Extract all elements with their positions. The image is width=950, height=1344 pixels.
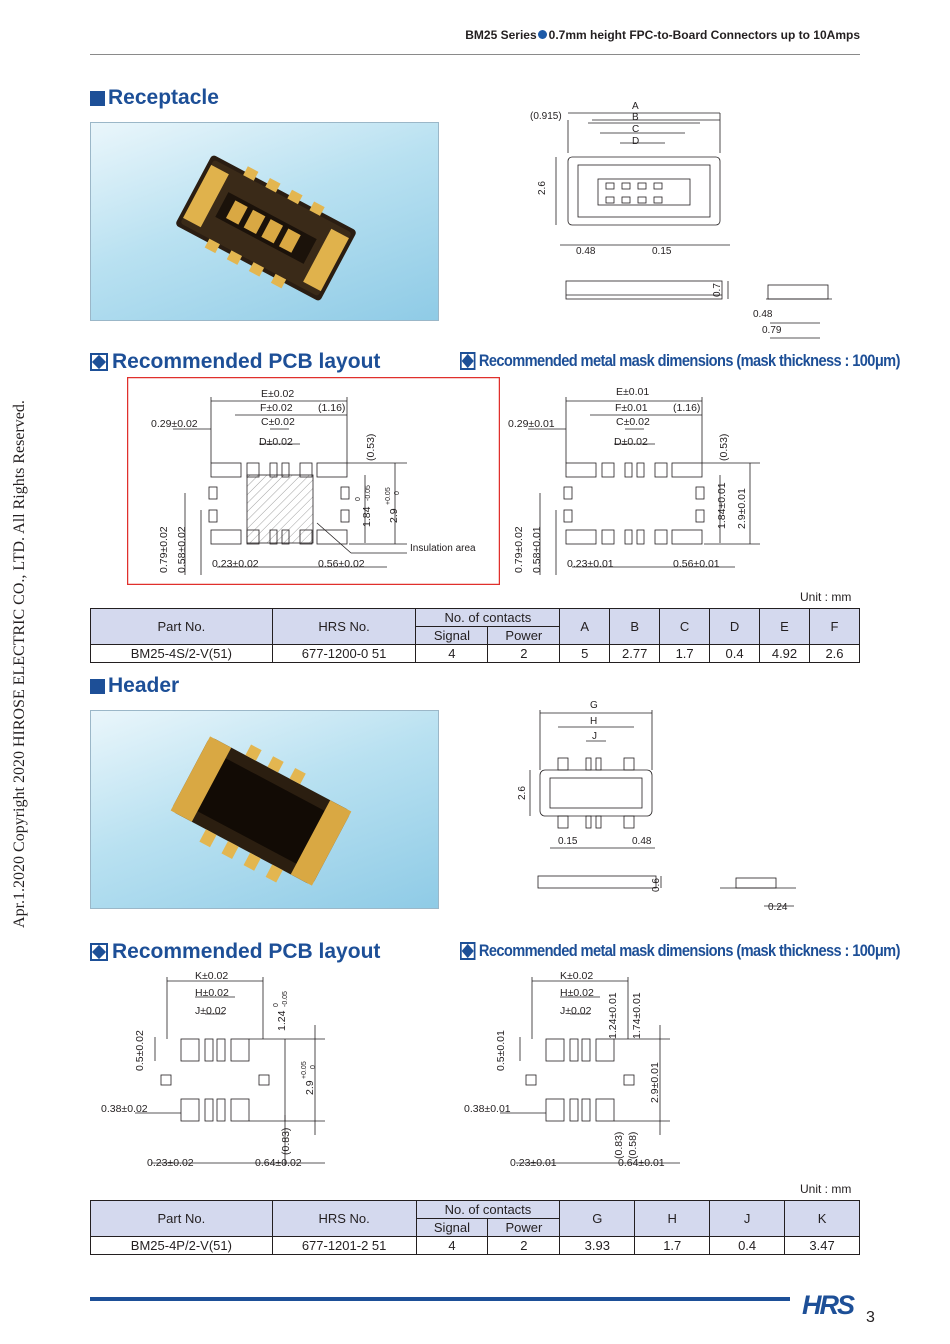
cell-c: 1.7 bbox=[660, 645, 710, 663]
svg-text:0.7: 0.7 bbox=[712, 283, 723, 297]
diamond-bullet-icon bbox=[90, 943, 108, 961]
svg-text:0.23±0.02: 0.23±0.02 bbox=[212, 558, 259, 570]
svg-text:Insulation area: Insulation area bbox=[410, 543, 476, 554]
table-header-row bbox=[91, 1201, 860, 1219]
cell-f: 2.6 bbox=[809, 645, 859, 663]
svg-text:J±0.02: J±0.02 bbox=[195, 1005, 227, 1017]
svg-text:0.23±0.01: 0.23±0.01 bbox=[567, 558, 614, 570]
svg-text:0.23±0.01: 0.23±0.01 bbox=[510, 1157, 557, 1169]
svg-text:H±0.02: H±0.02 bbox=[560, 987, 594, 999]
copyright-notice: Apr.1.2020 Copyright 2020 HIROSE ELECTRIC CO., LTD. All Rights Reserved. bbox=[11, 400, 28, 928]
cell-a: 5 bbox=[560, 645, 610, 663]
square-bullet-icon bbox=[90, 91, 105, 106]
svg-text:0.56±0.02: 0.56±0.02 bbox=[318, 558, 365, 570]
header-col-f: F bbox=[809, 609, 859, 645]
header-pcb-title: Recommended PCB layout bbox=[90, 940, 380, 964]
svg-text:0.64±0.02: 0.64±0.02 bbox=[255, 1157, 302, 1169]
svg-text:0.6: 0.6 bbox=[651, 878, 662, 892]
diamond-bullet-icon bbox=[460, 942, 475, 960]
svg-text:D: D bbox=[632, 136, 640, 147]
svg-text:0.29±0.02: 0.29±0.02 bbox=[151, 418, 198, 430]
header-title: 0.7mm height FPC-to-Board Connectors up to 10Amps bbox=[548, 28, 860, 42]
svg-text:A: A bbox=[632, 101, 639, 112]
svg-text:0.24: 0.24 bbox=[768, 902, 788, 913]
cell-j: 0.4 bbox=[710, 1237, 785, 1255]
table-row bbox=[91, 1237, 860, 1255]
cell-k: 3.47 bbox=[785, 1237, 860, 1255]
cell-part-no: BM25-4P/2-V(51) bbox=[91, 1237, 273, 1255]
header-part-no: Part No. bbox=[91, 1201, 273, 1237]
svg-text:+0.05: +0.05 bbox=[385, 487, 392, 505]
header-power: Power bbox=[488, 627, 560, 645]
header-divider bbox=[90, 54, 860, 55]
table-row bbox=[91, 645, 860, 663]
header-connector-image bbox=[91, 711, 440, 910]
svg-text:2.9±0.01: 2.9±0.01 bbox=[736, 488, 748, 529]
svg-text:K±0.02: K±0.02 bbox=[195, 970, 229, 982]
cell-part-no: BM25-4S/2-V(51) bbox=[91, 645, 273, 663]
receptacle-spec-table bbox=[90, 608, 860, 663]
diamond-bullet-icon bbox=[460, 352, 475, 370]
cell-hrs-no: 677-1201-2 51 bbox=[272, 1237, 416, 1255]
svg-text:0.5±0.02: 0.5±0.02 bbox=[134, 1030, 146, 1071]
svg-text:2.6: 2.6 bbox=[517, 786, 528, 800]
svg-text:0.5±0.01: 0.5±0.01 bbox=[495, 1030, 507, 1071]
header-pcb-layout bbox=[95, 965, 435, 1175]
svg-text:(1.16): (1.16) bbox=[318, 402, 346, 414]
header-hrs-no: HRS No. bbox=[272, 609, 416, 645]
header-signal: Signal bbox=[416, 627, 488, 645]
svg-text:0.29±0.01: 0.29±0.01 bbox=[508, 418, 555, 430]
header-power: Power bbox=[488, 1219, 560, 1237]
svg-text:2.9: 2.9 bbox=[388, 508, 400, 523]
cell-e: 4.92 bbox=[760, 645, 810, 663]
svg-text:C: C bbox=[632, 124, 640, 135]
svg-text:0.15: 0.15 bbox=[652, 246, 672, 257]
square-bullet-icon bbox=[90, 679, 105, 694]
hrs-logo: HRS bbox=[802, 1290, 854, 1320]
diamond-bullet-icon bbox=[90, 353, 108, 371]
receptacle-pcb-title: Recommended PCB layout bbox=[90, 350, 380, 374]
receptacle-mask-layout bbox=[505, 377, 860, 585]
table-header-row bbox=[91, 609, 860, 627]
header-col-d: D bbox=[710, 609, 760, 645]
svg-text:H±0.02: H±0.02 bbox=[195, 987, 229, 999]
footer-rule bbox=[90, 1297, 790, 1301]
header-col-a: A bbox=[560, 609, 610, 645]
svg-text:J: J bbox=[592, 731, 597, 742]
svg-text:0.64±0.01: 0.64±0.01 bbox=[618, 1157, 665, 1169]
svg-text:(0.83): (0.83) bbox=[280, 1127, 292, 1155]
header-spec-table bbox=[90, 1200, 860, 1255]
svg-text:0.48: 0.48 bbox=[632, 836, 652, 847]
header-col-e: E bbox=[760, 609, 810, 645]
svg-text:G: G bbox=[590, 700, 598, 711]
svg-text:C±0.02: C±0.02 bbox=[261, 416, 295, 428]
header-dimension-drawing bbox=[510, 698, 810, 918]
svg-text:0.15: 0.15 bbox=[558, 836, 578, 847]
svg-text:1.74±0.01: 1.74±0.01 bbox=[631, 992, 643, 1039]
document-header bbox=[380, 28, 860, 42]
svg-text:F±0.01: F±0.01 bbox=[615, 402, 648, 414]
svg-text:E±0.01: E±0.01 bbox=[616, 386, 650, 398]
header-signal: Signal bbox=[416, 1219, 488, 1237]
header-mask-title: Recommended metal mask dimensions (mask thickness : 100μm) bbox=[460, 941, 900, 961]
svg-text:0: 0 bbox=[310, 1065, 317, 1069]
svg-text:0.79: 0.79 bbox=[762, 325, 782, 336]
svg-text:0.38±0.02: 0.38±0.02 bbox=[101, 1103, 148, 1115]
svg-text:K±0.02: K±0.02 bbox=[560, 970, 594, 982]
svg-text:2.6: 2.6 bbox=[537, 181, 548, 195]
receptacle-pcb-layout bbox=[127, 377, 500, 585]
header-contacts: No. of contacts bbox=[416, 1201, 560, 1219]
svg-text:C±0.02: C±0.02 bbox=[616, 416, 650, 428]
header-section-title: Header bbox=[90, 674, 179, 698]
svg-text:(0.53): (0.53) bbox=[365, 433, 377, 461]
receptacle-unit-label: Unit : mm bbox=[800, 590, 852, 604]
svg-text:-0.05: -0.05 bbox=[365, 485, 372, 501]
svg-text:0: 0 bbox=[394, 491, 401, 495]
svg-text:0.79±0.02: 0.79±0.02 bbox=[513, 526, 525, 573]
svg-text:0: 0 bbox=[273, 1003, 280, 1007]
svg-text:(1.16): (1.16) bbox=[673, 402, 701, 414]
series-name: BM25 Series bbox=[465, 28, 537, 42]
svg-text:0.48: 0.48 bbox=[753, 309, 773, 320]
header-col-j: J bbox=[710, 1201, 785, 1237]
svg-text:0: 0 bbox=[355, 497, 362, 501]
cell-signal: 4 bbox=[416, 1237, 488, 1255]
cell-power: 2 bbox=[488, 645, 560, 663]
cell-hrs-no: 677-1200-0 51 bbox=[272, 645, 416, 663]
svg-text:0.48: 0.48 bbox=[576, 246, 596, 257]
svg-text:0.23±0.02: 0.23±0.02 bbox=[147, 1157, 194, 1169]
cell-power: 2 bbox=[488, 1237, 560, 1255]
receptacle-section-title: Receptacle bbox=[90, 86, 219, 110]
svg-text:1.24±0.01: 1.24±0.01 bbox=[607, 992, 619, 1039]
receptacle-mask-title: Recommended metal mask dimensions (mask thickness : 100μm) bbox=[460, 351, 900, 371]
header-col-k: K bbox=[785, 1201, 860, 1237]
svg-text:1.24: 1.24 bbox=[276, 1010, 288, 1031]
svg-text:0.58±0.01: 0.58±0.01 bbox=[531, 526, 543, 573]
header-unit-label: Unit : mm bbox=[800, 1182, 852, 1196]
header-part-no: Part No. bbox=[91, 609, 273, 645]
header-photo bbox=[90, 710, 439, 909]
svg-text:0.56±0.01: 0.56±0.01 bbox=[673, 558, 720, 570]
svg-text:(0.915): (0.915) bbox=[530, 111, 562, 122]
receptacle-connector-image bbox=[91, 123, 440, 322]
svg-text:D±0.02: D±0.02 bbox=[259, 436, 293, 448]
cell-g: 3.93 bbox=[560, 1237, 635, 1255]
header-contacts: No. of contacts bbox=[416, 609, 560, 627]
cell-d: 0.4 bbox=[710, 645, 760, 663]
svg-text:(0.83): (0.83) bbox=[613, 1131, 625, 1159]
cell-b: 2.77 bbox=[610, 645, 660, 663]
svg-text:1.84: 1.84 bbox=[361, 506, 373, 527]
svg-text:2.9±0.01: 2.9±0.01 bbox=[649, 1062, 661, 1103]
svg-text:F±0.02: F±0.02 bbox=[260, 402, 293, 414]
receptacle-photo bbox=[90, 122, 439, 321]
svg-text:(0.58): (0.58) bbox=[627, 1131, 639, 1159]
svg-text:0.58±0.02: 0.58±0.02 bbox=[176, 526, 188, 573]
header-col-c: C bbox=[660, 609, 710, 645]
header-mask-layout bbox=[460, 965, 800, 1175]
svg-text:0.38±0.01: 0.38±0.01 bbox=[464, 1103, 511, 1115]
svg-text:E±0.02: E±0.02 bbox=[261, 388, 295, 400]
svg-text:B: B bbox=[632, 112, 639, 123]
svg-text:2.9: 2.9 bbox=[304, 1080, 316, 1095]
svg-text:-0.05: -0.05 bbox=[282, 991, 289, 1007]
header-col-g: G bbox=[560, 1201, 635, 1237]
svg-text:J±0.02: J±0.02 bbox=[560, 1005, 592, 1017]
svg-text:+0.05: +0.05 bbox=[301, 1061, 308, 1079]
cell-h: 1.7 bbox=[635, 1237, 710, 1255]
svg-text:D±0.02: D±0.02 bbox=[614, 436, 648, 448]
page-number: 3 bbox=[866, 1309, 875, 1326]
header-hrs-no: HRS No. bbox=[272, 1201, 416, 1237]
svg-text:0.79±0.02: 0.79±0.02 bbox=[158, 526, 170, 573]
svg-text:H: H bbox=[590, 716, 598, 727]
header-col-b: B bbox=[610, 609, 660, 645]
svg-text:(0.53): (0.53) bbox=[718, 433, 730, 461]
svg-text:1.84±0.01: 1.84±0.01 bbox=[716, 482, 728, 529]
cell-signal: 4 bbox=[416, 645, 488, 663]
receptacle-dimension-drawing bbox=[520, 95, 860, 345]
header-col-h: H bbox=[635, 1201, 710, 1237]
bullet-dot-icon bbox=[538, 30, 547, 39]
